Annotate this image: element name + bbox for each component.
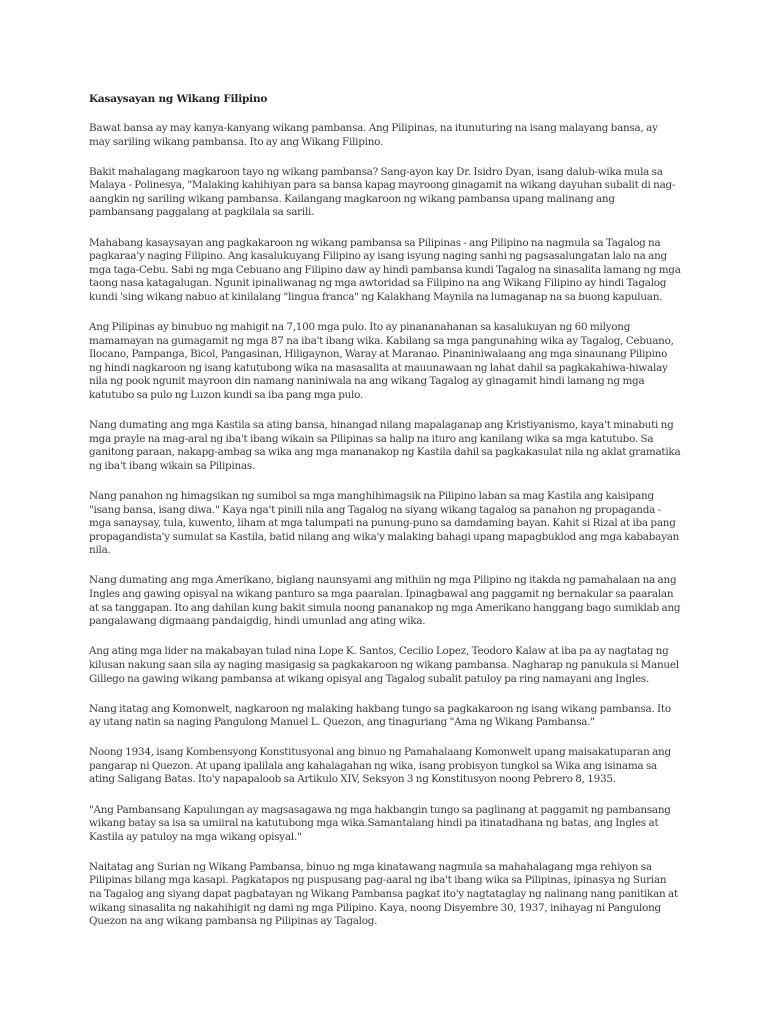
paragraph-12: Naitatag ang Surian ng Wikang Pambansa, binuo ng mga kinatawang nagmula sa mahahalagang mga rehiyon sa Pilipinas bilang mga kasapi. Pagkatapos ng puspusang pag-aaral ng iba't ibang wika sa Pilipinas, ipinasya ng Surian na Tagalog ang siyang dapat pagbatayan ng Wikang Pambansa pagkat ito'y nagtataglay ng nalinang nang panitikan at wikang sinasalita ng nakahihigit ng dami ng mga Pilipino. Kaya, noong Disyembre 30, 1937, inihayag ni Pangulong Quezon na ang wikang pambansa ng Pilipinas ay Tagalog. <box>89 860 678 928</box>
paragraph-10: Noong 1934, isang Kombensyong Konstitusyonal ang binuo ng Pamahalaang Komonwelt upang maisakatuparan ang pangarap ni Quezon. At upang ipalilala ang kahalagahan ng wika, isang probisyon tungkol sa Wika ang isinama sa ating Saligang Batas. Ito'y napapaloob sa Artikulo XIV, Seksyon 3 ng Konstitusyon noong Pebrero 8, 1935. <box>89 746 671 786</box>
paragraph-2: Bakit mahalagang magkaroon tayo ng wikang pambansa? Sang-ayon kay Dr. Isidro Dyan, isang dalub-wika mula sa Malaya - Polinesya, "Malaking kahihiyan para sa bansa kapag mayroong ginagamit na wikang dayuhan subalit di nag-aangkin ng sariling wikang pambansa. Kailangang magkaroon ng wikang pambansa upang malinang ang pambansang paggalang at pagkilala sa sarili. <box>89 165 676 219</box>
paragraph-8: Ang ating mga lider na makabayan tulad nina Lope K. Santos, Cecilio Lopez, Teodoro Kalaw at iba pa ay nagtatag ng kilusan nakung saan sila ay naging masigasig sa pagkakaroon ng wikang pambansa. Nagharap ng panukula si Manuel Gillego na gawing wikang pambansa at wikang opisyal ang Tagalog subalit patuloy pa ring namayani ang Ingles. <box>89 645 679 685</box>
paragraph-4: Ang Pilipinas ay binubuo ng mahigit na 7,100 mga pulo. Ito ay pinananahanan sa kasalukuyan ng 60 milyong mamamayan na gumagamit ng mga 87 na iba't ibang wika. Kabilang sa mga pangunahing wika ay Tagalog, Cebuano, Ilocano, Pampanga, Bicol, Pangasinan, Hiligaynon, Waray at Maranao. Pinaniniwalaang ang mga sinaunang Pilipino ng hindi nagkaroon ng isang katutubong wika na masasalita at mauunawaan ng lahat dahil sa pagkakahiwa-hiwalay nila ng pook ngunit mayroon din namang naniniwala na ang wikang Tagalog ay ginagamit hindi lamang ng mga katutubo sa pulo ng Luzon kundi sa iba pang mga pulo. <box>89 321 674 401</box>
paragraph-1: Bawat bansa ay may kanya-kanyang wikang pambansa. Ang Pilipinas, na itunuturing na isang malayang bansa, ay may sariling wikang pambansa. Ito ay ang Wikang Filipino. <box>89 122 658 148</box>
paragraph-6: Nang panahon ng himagsikan ng sumibol sa mga manghihimagsik na Pilipino laban sa mag Kastila ang kaisipang "isang bansa, isang diwa." Kaya nga't pinili nila ang Tagalog na siyang wikang tagalog sa panahon ng propaganda - mga sanaysay, tula, kuwento, liham at mga talumpati na punung-puno sa damdaming bayan. Kahit si Rizal at iba pang propagandista'y sumulat sa Kastila, batid nilang ang wika'y malaking bahagi upang mapagbuklod ang mga kababayan nila. <box>89 489 680 557</box>
paragraph-11: "Ang Pambansang Kapulungan ay magsasagawa ng mga hakbangin tungo sa paglinang at paggamit ng pambansang wikang batay sa isa sa umiiral na katutubong mga wika.Samantalang hindi pa itinatadhana ng batas, ang Ingles at Kastila ay patuloy na mga wikang opisyal." <box>89 803 671 843</box>
paragraph-9: Nang itatag ang Komonwelt, nagkaroon ng malaking hakbang tungo sa pagkakaroon ng isang wikang pambansa. Ito ay utang natin sa naging Pangulong Manuel L. Quezon, ang tinaguriang "Ama ng Wikang Pambansa." <box>89 702 671 729</box>
paragraph-3: Mahabang kasaysayan ang pagkakaroon ng wikang pambansa sa Pilipinas - ang Pilipino na nagmula sa Tagalog na pagkaraa'y naging Filipino. Ang kasalukuyang Filipino ay isang isyung naging sanhi ng pagsasalungatan lalo na ang mga taga-Cebu. Sabi ng mga Cebuano ang Filipino daw ay hindi pambansa kundi Tagalog na sinasalita lamang ng mga taong nasa katagalugan. Ngunit ipinaliwanag ng mga awtoridad sa Filipino na ang Wikang Filipino ay hindi Tagalog kundi 'sing wikang nabuo at kinilalang "lingua franca" ng Kalakhang Maynila na lumaganap na sa buong kapuluan. <box>89 236 681 303</box>
document-title: Kasaysayan ng Wikang Filipino <box>89 93 268 105</box>
paragraph-7: Nang dumating ang mga Amerikano, biglang naunsyami ang mithiin ng mga Pilipino ng itakda ng pamahalaan na ang Ingles ang gawing opisyal na wikang panturo sa mga paaralan. Ipinagbawal ang paggamit ng bernakular sa paaralan at sa tanggapan. Ito ang dahilan kung bakit simula noong pananakop ng mga Amerikano hanggang bago sumiklab ang pangalawang digmaang pandaigdig, hindi umunlad ang ating wika. <box>89 574 681 628</box>
paragraph-5: Nang dumating ang mga Kastila sa ating bansa, hinangad nilang mapalaganap ang Kristiyanismo, kaya't minabuti ng mga prayle na mag-aral ng iba't ibang wikain sa Pilipinas sa halip na ituro ang kanilang wika sa mga katutubo. Sa ganitong paraan, nakapg-ambag sa wika ang mga mananakop ng Kastila dahil sa pagkakasulat nila ng aklat gramatika ng iba't ibang wikain sa Pilipinas. <box>89 419 681 472</box>
document-page <box>89 92 681 945</box>
